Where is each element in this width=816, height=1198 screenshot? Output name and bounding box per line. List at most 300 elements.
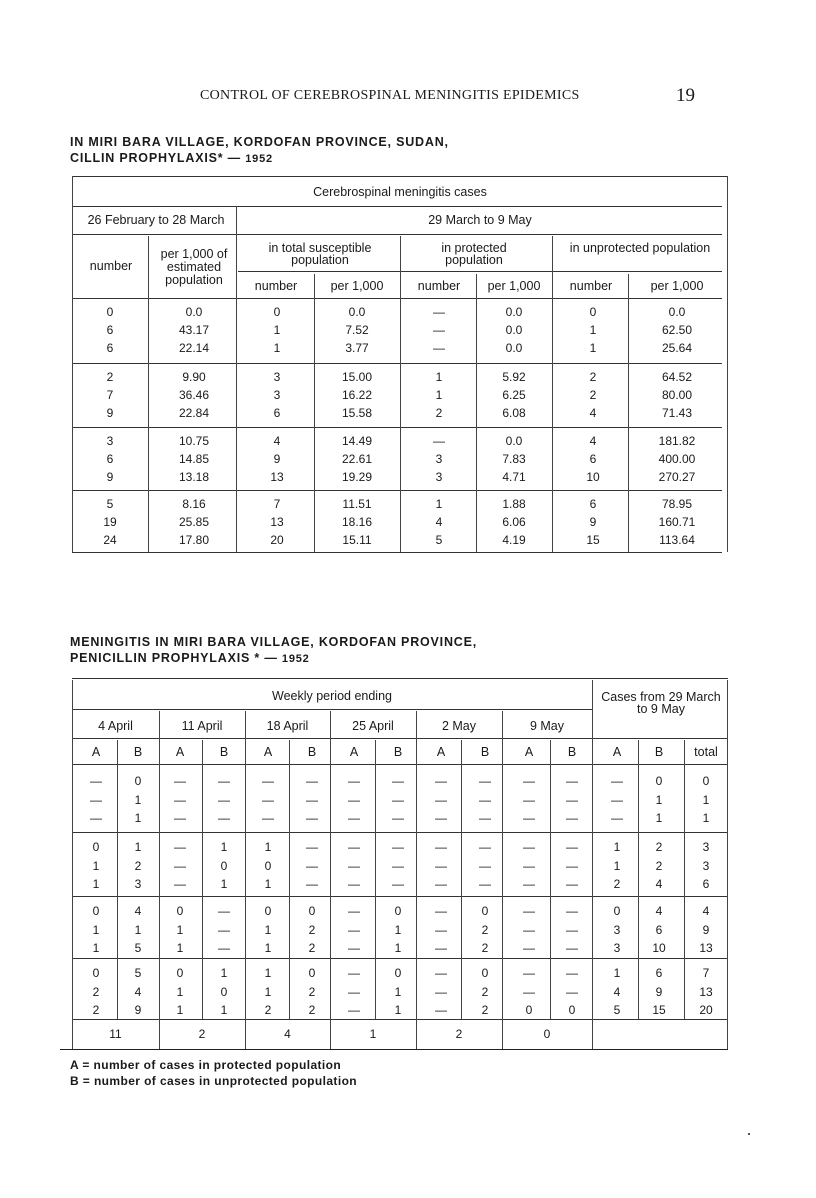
t1-cell: 270.27: [658, 470, 696, 484]
t2-cell: —: [218, 792, 230, 807]
t2-cell: —: [392, 792, 404, 807]
t1-cell: 1: [435, 497, 443, 511]
table-divider: [727, 176, 728, 552]
t2-cell: —: [90, 811, 102, 825]
t1-cell: 22.61: [341, 452, 373, 466]
t2-cell: 1: [264, 877, 272, 891]
t1-cell: 0.0: [505, 305, 523, 319]
table2-week-total: 2: [198, 1027, 206, 1041]
t1-cell: 15.00: [341, 370, 373, 384]
t1-cell: 11.51: [342, 497, 372, 511]
t2-cell: —: [262, 774, 274, 788]
t2-cell: —: [435, 858, 447, 873]
t2-cell: —: [566, 904, 578, 918]
t2-cell: —: [479, 811, 491, 825]
t2-cell: 1: [264, 941, 272, 955]
table-divider: [236, 206, 237, 552]
t1-cell: 0: [106, 305, 114, 319]
t2-cell: 9: [134, 1003, 142, 1017]
table1-caption-line2: CILLIN PROPHYLAXIS* — 1952: [70, 151, 273, 165]
t1-cell: 36.46: [178, 388, 210, 402]
t2-cell: 4: [134, 984, 142, 999]
table2-caption-year: 1952: [281, 653, 310, 665]
t1-cell: —: [433, 323, 445, 337]
table2-col-label: A: [349, 745, 359, 759]
t1-cell: 0.0: [185, 305, 203, 319]
t2-cell: 3: [134, 877, 142, 891]
t2-cell: 6: [702, 877, 710, 891]
t1-cell: 0.0: [668, 305, 686, 319]
t2-cell: 15: [652, 1003, 666, 1017]
t2-cell: —: [392, 840, 404, 854]
t1-group-rule: [72, 427, 722, 428]
t2-cell: 2: [655, 858, 663, 873]
t1-cell: 0.0: [505, 323, 523, 337]
t2-cell: —: [348, 811, 360, 825]
t2-cell: —: [611, 792, 623, 807]
table2-col-label: B: [133, 745, 143, 759]
t2-cell: 6: [655, 922, 663, 937]
t2-cell: 1: [176, 922, 184, 937]
t2-cell: —: [348, 877, 360, 891]
table2-caption-line1: MENINGITIS IN MIRI BARA VILLAGE, KORDOFAN PROVINCE,: [70, 635, 478, 649]
table-divider: [628, 274, 629, 552]
table2-col-label: B: [393, 745, 403, 759]
t2-cell: 1: [220, 877, 228, 891]
t1-cell: 6: [589, 452, 597, 466]
t1-cell: 1: [273, 341, 281, 355]
t2-cell: —: [566, 774, 578, 788]
t2-cell: 2: [481, 922, 489, 937]
t1-cell: 5: [435, 533, 443, 547]
t1-cell: 1: [435, 388, 443, 402]
t1-cell: 4: [589, 406, 597, 420]
t2-cell: 0: [613, 904, 621, 918]
t2-cell: —: [262, 792, 274, 807]
t2-cell: 5: [134, 941, 142, 955]
table2-week-header: 11 April: [181, 719, 223, 733]
t2-cell: 1: [220, 1003, 228, 1017]
t2-cell: 1: [220, 840, 228, 854]
t2-cell: 1: [264, 984, 272, 999]
t1-cell: 25.64: [661, 341, 693, 355]
t1-cell: 4.71: [502, 470, 526, 484]
t1-cell: 6.06: [502, 515, 526, 529]
table2-col-label: A: [524, 745, 534, 759]
table-divider: [461, 740, 462, 1019]
t2-cell: —: [348, 966, 360, 980]
t1-cell: 10.75: [178, 434, 210, 448]
t2-cell: 0: [220, 984, 228, 999]
table-divider: [476, 274, 477, 552]
t2-cell: —: [306, 774, 318, 788]
t1-cell: 2: [435, 406, 443, 420]
t2-cell: 1: [134, 811, 142, 825]
t2-cell: —: [348, 984, 360, 999]
table-divider: [72, 680, 73, 1049]
table1-period2: 29 March to 9 May: [428, 213, 532, 227]
t1-cell: 22.14: [178, 341, 210, 355]
t2-cell: 0: [525, 1003, 533, 1017]
t1-cell: 7: [106, 388, 114, 402]
t2-cell: 3: [702, 840, 710, 854]
t2-cell: —: [435, 792, 447, 807]
t2-cell: —: [306, 840, 318, 854]
t2-cell: —: [174, 858, 186, 873]
table2-col-label: B: [654, 745, 664, 759]
table-divider: [159, 711, 160, 1049]
t2-cell: 0: [308, 904, 316, 918]
table1-sub-per1000: per 1,000: [487, 279, 541, 293]
t2-cell: —: [306, 811, 318, 825]
t2-cell: 1: [394, 922, 402, 937]
t2-cell: —: [479, 840, 491, 854]
table1-group-total: in total susceptible population: [268, 241, 372, 267]
t2-cell: 5: [613, 1003, 621, 1017]
t2-cell: —: [348, 792, 360, 807]
t1-cell: 0: [273, 305, 281, 319]
t1-cell: 2: [589, 370, 597, 384]
t1-cell: 181.82: [658, 434, 696, 448]
t2-cell: 20: [699, 1003, 713, 1017]
t2-cell: 2: [134, 858, 142, 873]
running-head: CONTROL OF CEREBROSPINAL MENINGITIS EPIDEMICS: [200, 88, 580, 103]
t2-cell: —: [523, 774, 535, 788]
table-divider: [416, 711, 417, 1049]
table2-col-label: B: [307, 745, 317, 759]
t1-cell: 13: [270, 470, 284, 484]
table2-col-label: B: [567, 745, 577, 759]
t2-cell: 4: [655, 904, 663, 918]
t1-cell: 20: [270, 533, 284, 547]
table1-period1: 26 February to 28 March: [87, 213, 225, 227]
t2-cell: —: [306, 877, 318, 891]
table2-col-label: A: [175, 745, 185, 759]
t1-cell: 1: [273, 323, 281, 337]
t1-cell: 78.95: [661, 497, 693, 511]
table2-week-total: 4: [284, 1027, 291, 1041]
t1-cell: 2: [106, 370, 114, 384]
table1-rule: [72, 298, 722, 299]
t2-cell: —: [435, 904, 447, 918]
t2-totals-rule: [72, 1019, 728, 1020]
table2-col-label: A: [436, 745, 446, 759]
table2-header: Weekly period ending: [272, 689, 392, 703]
t2-cell: —: [566, 941, 578, 955]
t1-bottom-rule: [72, 552, 722, 553]
t1-cell: 17.80: [178, 533, 210, 547]
t1-cell: 113.64: [659, 533, 695, 547]
page-speck: [748, 1133, 750, 1135]
t2-cell: 1: [134, 792, 142, 807]
t2-cell: 13: [699, 984, 713, 999]
t1-cell: 15.58: [341, 406, 373, 420]
t2-cell: —: [348, 840, 360, 854]
t1-cell: 15: [586, 533, 600, 547]
t1-cell: 14.49: [341, 434, 373, 448]
t1-cell: 25.85: [178, 515, 210, 529]
t2-cell: —: [435, 984, 447, 999]
table2-top-rule: [72, 678, 728, 679]
t1-cell: 4: [589, 434, 597, 448]
t2-cell: —: [435, 941, 447, 955]
t2-cell: 1: [176, 941, 184, 955]
t2-cell: 0: [394, 966, 402, 980]
table2-col-label: B: [219, 745, 229, 759]
t1-cell: 9: [589, 515, 597, 529]
t1-cell: 6: [106, 323, 114, 337]
t2-cell: 1: [613, 858, 621, 873]
t1-cell: 0.0: [348, 305, 366, 319]
t1-cell: 3: [435, 452, 443, 466]
t2-cell: —: [348, 904, 360, 918]
table2-col-label: total: [694, 745, 718, 759]
t2-cell: —: [479, 792, 491, 807]
t1-cell: 18.16: [341, 515, 373, 529]
table2-note-a: A = number of cases in protected population: [70, 1058, 342, 1072]
t2-cell: 10: [652, 941, 666, 955]
t2-cell: 0: [92, 840, 100, 854]
table2-week-header: 25 April: [352, 719, 394, 733]
t2-group-rule: [72, 832, 728, 833]
t1-cell: 9: [106, 406, 114, 420]
t2-cell: —: [523, 904, 535, 918]
t1-cell: 1: [435, 370, 443, 384]
t1-cell: 3: [435, 470, 443, 484]
table-divider: [502, 711, 503, 1049]
t2-cell: 2: [308, 922, 316, 937]
table-divider: [552, 236, 553, 552]
t2-cell: —: [479, 774, 491, 788]
t2-cell: —: [306, 792, 318, 807]
table2-week-total: 1: [369, 1027, 377, 1041]
t2-cell: —: [435, 840, 447, 854]
t2-cell: 2: [481, 1003, 489, 1017]
table2-week-total: 0: [543, 1027, 551, 1041]
t1-cell: 19.29: [341, 470, 373, 484]
t2-cell: 0: [264, 904, 272, 918]
t1-cell: 3: [273, 388, 281, 402]
t1-cell: 14.85: [178, 452, 210, 466]
t1-cell: 24: [103, 533, 117, 547]
t2-cell: 1: [176, 1003, 184, 1017]
t2-cell: 4: [655, 877, 663, 891]
t2-group-rule: [72, 958, 728, 959]
table2-bottom-rule: [60, 1049, 728, 1050]
t2-cell: 1: [220, 966, 228, 980]
table1-caption-line1: IN MIRI BARA VILLAGE, KORDOFAN PROVINCE, SUDAN,: [70, 135, 449, 149]
table1-caption: [70, 134, 449, 167]
t2-cell: 1: [92, 858, 100, 873]
t2-cell: 0: [568, 1003, 576, 1017]
table2-caption-line2: PENICILLIN PROPHYLAXIS * — 1952: [70, 651, 310, 665]
t1-cell: 6: [106, 341, 114, 355]
t1-cell: 4: [435, 515, 443, 529]
t2-cell: 7: [702, 966, 710, 980]
t1-cell: 7.52: [345, 323, 369, 337]
t1-cell: 5.92: [502, 370, 526, 384]
t2-cell: 0: [481, 966, 489, 980]
t2-cell: —: [218, 774, 230, 788]
t1-cell: —: [433, 341, 445, 355]
t1-cell: 10: [586, 470, 600, 484]
t2-cell: —: [523, 840, 535, 854]
t1-cell: 8.16: [182, 497, 206, 511]
t2-cell: 1: [92, 877, 100, 891]
t1-cell: 4.19: [502, 533, 526, 547]
t2-cell: —: [174, 774, 186, 788]
t2-cell: —: [523, 792, 535, 807]
t1-cell: 64.52: [661, 370, 693, 384]
t1-group-rule: [72, 363, 722, 364]
t2-cell: —: [174, 792, 186, 807]
t1-cell: 1: [589, 341, 597, 355]
t2-cell: —: [523, 966, 535, 980]
t2-cell: —: [435, 966, 447, 980]
t1-cell: —: [433, 305, 445, 319]
t1-cell: 160.71: [658, 515, 696, 529]
t2-cell: 1: [613, 840, 621, 854]
t2-cell: —: [566, 922, 578, 937]
table-divider: [592, 680, 593, 1049]
table1-rule: [72, 234, 722, 235]
table1-group-protected: in protected population: [441, 241, 507, 267]
t1-cell: 2: [589, 388, 597, 402]
t2-cell: 2: [481, 984, 489, 999]
table2-col-label: A: [263, 745, 273, 759]
table-divider: [289, 740, 290, 1019]
t2-cell: —: [435, 774, 447, 788]
t2-cell: —: [479, 877, 491, 891]
t2-cell: 1: [92, 922, 100, 937]
table1-sub-per1000: per 1,000: [330, 279, 384, 293]
t2-cell: 1: [264, 922, 272, 937]
t2-cell: —: [218, 904, 230, 918]
table2-caption: [70, 634, 477, 667]
t2-cell: 1: [655, 792, 663, 807]
t2-cell: —: [348, 941, 360, 955]
table-divider: [202, 740, 203, 1019]
t1-cell: 6: [589, 497, 597, 511]
t2-cell: 2: [308, 1003, 316, 1017]
t1-cell: 6: [273, 406, 281, 420]
table1-top-rule: [72, 176, 728, 177]
t2-cell: —: [90, 792, 102, 807]
table-divider: [638, 740, 639, 1019]
t2-cell: 4: [702, 904, 710, 918]
t2-cell: —: [566, 877, 578, 891]
t2-cell: 1: [655, 811, 663, 825]
t2-cell: —: [435, 1003, 447, 1017]
t2-cell: —: [348, 774, 360, 788]
t1-cell: 5: [106, 497, 114, 511]
t1-cell: 1: [589, 323, 597, 337]
t2-cell: 2: [92, 1003, 100, 1017]
t2-cell: —: [566, 792, 578, 807]
t1-cell: 3: [273, 370, 281, 384]
table2-col-label: B: [480, 745, 490, 759]
t2-cell: 2: [655, 840, 663, 854]
t2-cell: 0: [481, 904, 489, 918]
t2-cell: —: [566, 840, 578, 854]
t2-cell: —: [392, 858, 404, 873]
t1-cell: 3: [106, 434, 114, 448]
t2-cell: 0: [176, 904, 184, 918]
t2-cell: —: [611, 811, 623, 825]
t2-cell: 0: [176, 966, 184, 980]
t2-cell: —: [348, 858, 360, 873]
t2-cell: —: [566, 858, 578, 873]
t1-cell: 7.83: [502, 452, 526, 466]
table-divider: [400, 236, 401, 552]
t2-cell: —: [566, 811, 578, 825]
table-divider: [314, 274, 315, 552]
t2-cell: —: [435, 811, 447, 825]
t2-cell: —: [611, 774, 623, 788]
table-divider: [148, 236, 149, 552]
table1-rule: [238, 271, 722, 272]
table-divider: [245, 711, 246, 1049]
t2-cell: —: [174, 811, 186, 825]
t1-cell: 400.00: [658, 452, 696, 466]
t2-cell: 0: [394, 904, 402, 918]
table-divider: [72, 176, 73, 552]
t1-cell: 1.88: [502, 497, 526, 511]
t2-cell: 5: [134, 966, 142, 980]
t1-cell: 22.84: [178, 406, 210, 420]
table1-group-unprotected: in unprotected population: [569, 241, 711, 255]
t2-cell: 1: [702, 811, 710, 825]
t1-cell: 9.90: [182, 370, 206, 384]
table1-sub-number: number: [417, 279, 461, 293]
t2-cell: 2: [481, 941, 489, 955]
t2-cell: —: [174, 877, 186, 891]
t2-cell: 0: [220, 858, 228, 873]
table1-col-per1000-estimated: per 1,000 of estimated population: [160, 247, 228, 287]
t2-cell: —: [218, 811, 230, 825]
table2-week-header: 2 May: [441, 719, 477, 733]
table-divider: [684, 740, 685, 1019]
table-divider: [727, 680, 728, 1049]
table-divider: [375, 740, 376, 1019]
t2-cell: 2: [308, 941, 316, 955]
t1-cell: 19: [103, 515, 117, 529]
t2-group-rule: [72, 896, 728, 897]
t1-cell: 80.00: [661, 388, 693, 402]
t2-cell: 1: [613, 966, 621, 980]
table-divider: [550, 740, 551, 1019]
table-divider: [117, 740, 118, 1019]
t2-cell: 4: [613, 984, 621, 999]
table1-sub-per1000: per 1,000: [650, 279, 704, 293]
t2-cell: —: [218, 922, 230, 937]
t2-cell: —: [479, 858, 491, 873]
t2-cell: 1: [394, 1003, 402, 1017]
t2-cell: 9: [702, 922, 710, 937]
t2-cell: —: [392, 774, 404, 788]
t2-cell: 3: [613, 922, 621, 937]
table1-sub-number: number: [254, 279, 298, 293]
table2-rule: [72, 709, 592, 710]
t2-cell: 1: [264, 840, 272, 854]
t2-cell: —: [523, 877, 535, 891]
t2-cell: 13: [699, 941, 713, 955]
t2-cell: 1: [134, 922, 142, 937]
t2-cell: 0: [702, 774, 710, 788]
t2-cell: —: [435, 922, 447, 937]
table2-week-total: 2: [455, 1027, 463, 1041]
t2-cell: —: [566, 966, 578, 980]
